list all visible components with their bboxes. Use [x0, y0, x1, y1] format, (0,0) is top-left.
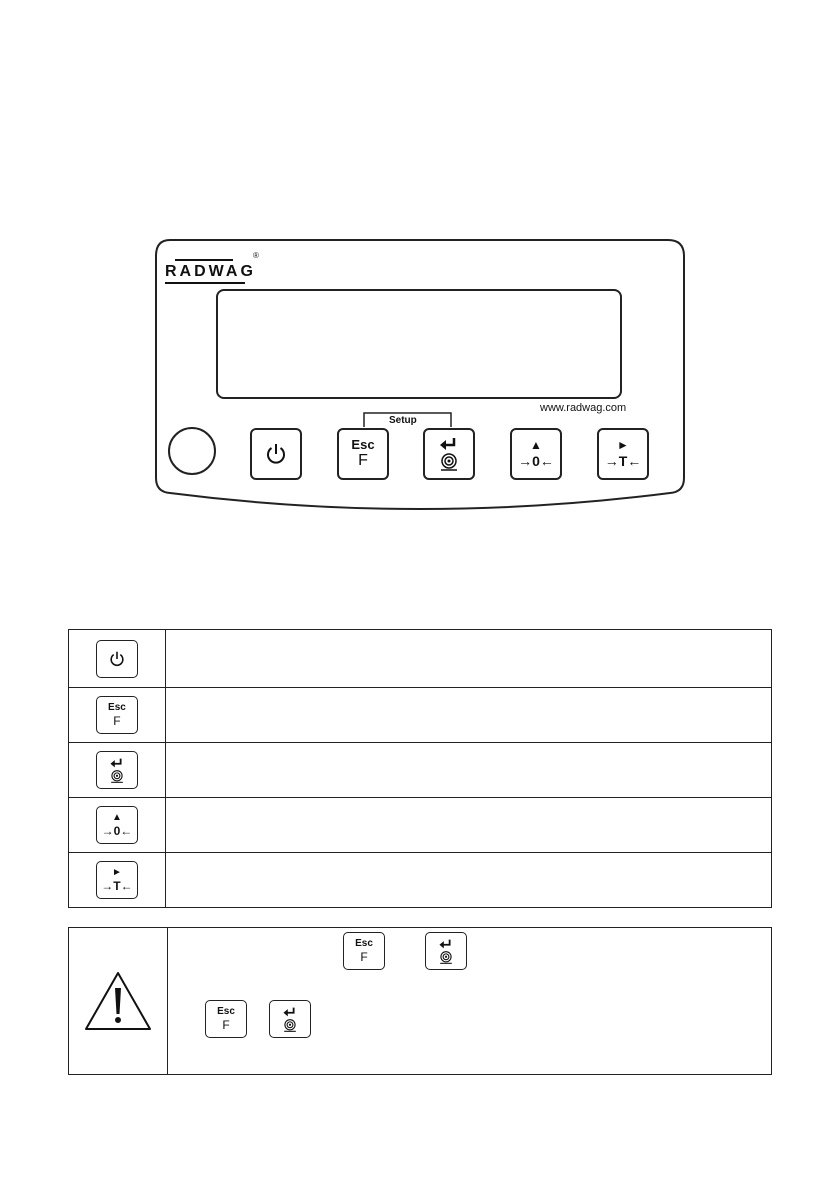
- print-icon: [438, 452, 460, 472]
- enter-print-key-icon: [269, 1000, 311, 1038]
- panel-outline: [0, 0, 840, 560]
- zero-label: →0←: [101, 823, 133, 838]
- row-description: [165, 630, 771, 688]
- print-icon: [438, 950, 454, 965]
- zero-up-key-icon: [96, 806, 138, 844]
- setup-label: Setup: [389, 415, 417, 426]
- control-panel: [0, 0, 840, 560]
- lcd-display: [216, 289, 622, 399]
- esc-label: Esc: [108, 701, 126, 713]
- power-button[interactable]: [250, 428, 302, 480]
- esc-label: Esc: [355, 937, 373, 949]
- zero-up-button[interactable]: [510, 428, 562, 480]
- enter-arrow-icon: [438, 938, 454, 950]
- tare-label: →T←: [101, 878, 133, 893]
- enter-print-key-icon: [96, 751, 138, 789]
- warning-box: [68, 927, 772, 1075]
- power-icon: [265, 442, 287, 466]
- round-button[interactable]: [168, 427, 216, 475]
- table-row: [69, 688, 772, 743]
- right-arrow-icon: ►: [112, 866, 122, 878]
- enter-arrow-icon: [282, 1006, 298, 1018]
- f-label: F: [222, 1017, 230, 1032]
- enter-print-key-icon: [425, 932, 467, 970]
- brand-text: RADWAG: [165, 263, 256, 280]
- enter-print-button[interactable]: [423, 428, 475, 480]
- tare-label: →T←: [604, 453, 642, 469]
- f-label: F: [358, 452, 368, 469]
- right-arrow-icon: ►: [617, 438, 629, 452]
- row-description: [165, 853, 771, 908]
- esc-f-key-icon: [205, 1000, 247, 1038]
- up-arrow-icon: ▲: [530, 438, 542, 452]
- row-description: [165, 688, 771, 743]
- tare-right-button[interactable]: [597, 428, 649, 480]
- tare-right-key-icon: [96, 861, 138, 899]
- registered-mark: ®: [253, 251, 259, 260]
- table-row: [69, 798, 772, 853]
- esc-label: Esc: [351, 437, 375, 452]
- warning-icon-cell: [69, 928, 168, 1074]
- esc-f-key-icon: [343, 932, 385, 970]
- table-row: [69, 853, 772, 908]
- esc-label: Esc: [217, 1005, 235, 1017]
- print-icon: [282, 1018, 298, 1033]
- warning-triangle-icon: [83, 970, 153, 1032]
- f-label: F: [360, 949, 368, 964]
- table-row: [69, 743, 772, 798]
- print-icon: [109, 769, 125, 784]
- power-key-icon: [96, 640, 138, 678]
- table-row: [69, 630, 772, 688]
- website-url: www.radwag.com: [540, 402, 627, 414]
- row-description: [165, 798, 771, 853]
- radwag-logo: [165, 251, 260, 289]
- key-description-table: [68, 629, 772, 908]
- esc-f-button[interactable]: [337, 428, 389, 480]
- power-icon: [109, 650, 125, 668]
- enter-arrow-icon: [109, 757, 125, 769]
- zero-label: →0←: [518, 453, 554, 469]
- enter-arrow-icon: [438, 436, 460, 452]
- f-label: F: [113, 713, 121, 728]
- up-arrow-icon: ▲: [112, 811, 122, 823]
- row-description: [165, 743, 771, 798]
- esc-f-key-icon: [96, 696, 138, 734]
